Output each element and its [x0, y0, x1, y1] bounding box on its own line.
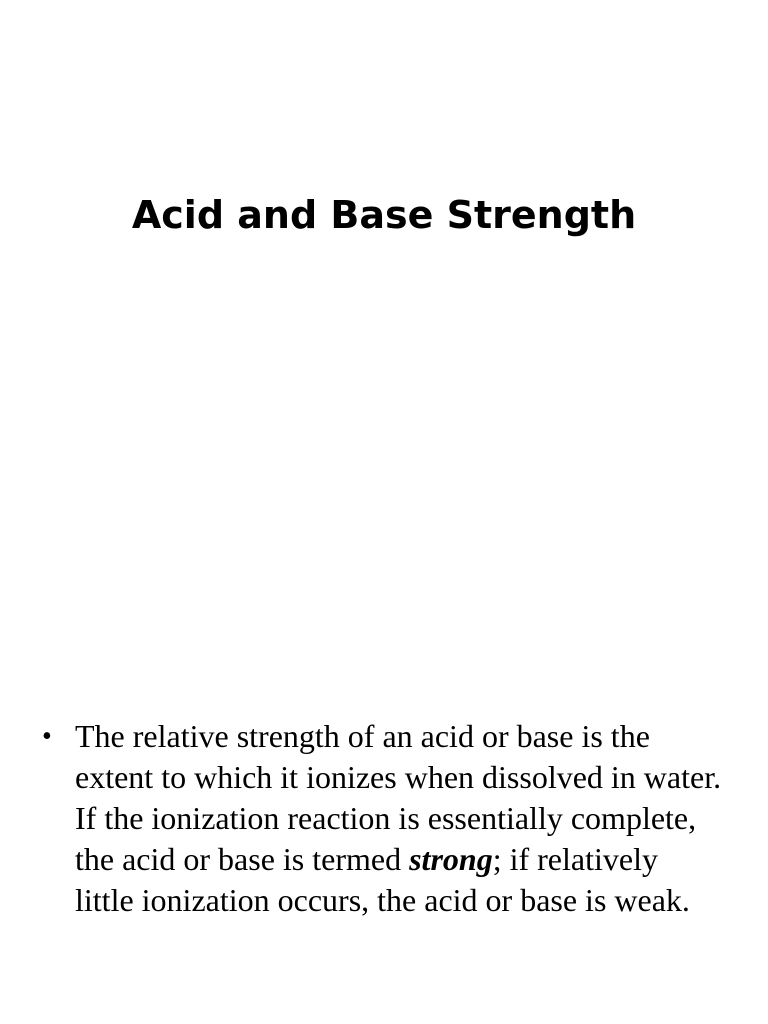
bullet-text-part: The relative strength of an acid or base is the extent to which it ionizes when dissolved in water. If the ionization reaction is essentially complete, the acid or base is termed: [75, 718, 722, 877]
bullet-text: [75, 716, 722, 921]
bullet-item: [42, 716, 722, 921]
slide-title: Acid and Base Strength: [131, 193, 637, 237]
emphasized-term: strong: [409, 841, 493, 877]
slide-body: [42, 716, 722, 921]
bullet-text-part: ; if relatively little ionization occurs, the acid or base is weak.: [75, 841, 690, 918]
bullet-marker: •: [42, 721, 52, 752]
